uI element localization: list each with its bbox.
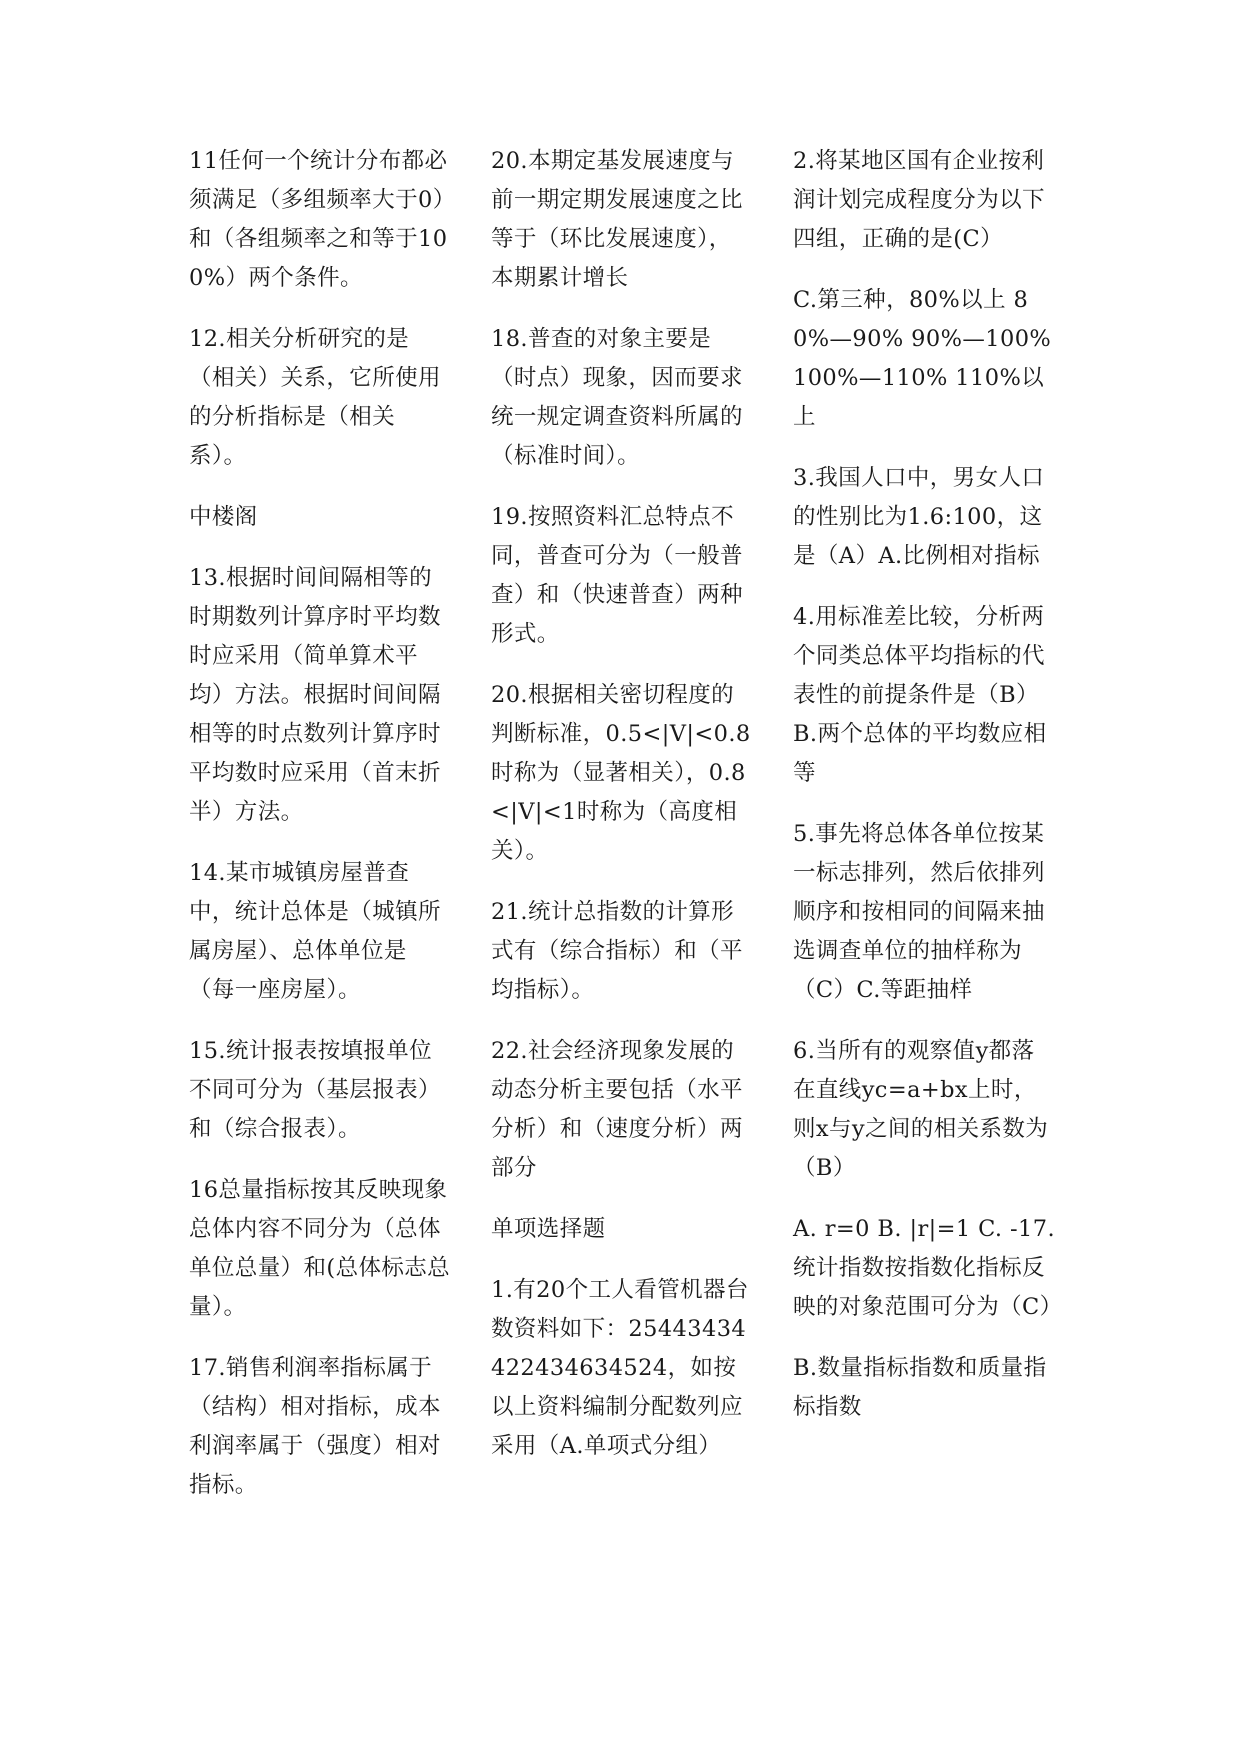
choice-answer-2-paragraph: C.第三种，80%以上 80%—90% 90%—100% 100%—110% 110%以上 xyxy=(793,287,1052,430)
choice-question-4-paragraph: 4.用标准差比较，分析两个同类总体平均指标的代表性的前提条件是（B）B.两个总体的平均数应相等 xyxy=(793,604,1047,786)
text-fragment-paragraph: 中楼阁 xyxy=(189,504,258,530)
question-15-paragraph: 15.统计报表按填报单位不同可分为（基层报表）和（综合报表）。 xyxy=(189,1038,441,1142)
question-14-paragraph: 14.某市城镇房屋普查中，统计总体是（城镇所属房屋）、总体单位是（每一座房屋）。 xyxy=(189,860,441,1003)
question-17-paragraph: 17.销售利润率指标属于（结构）相对指标，成本利润率属于（强度）相对指标。 xyxy=(189,1355,441,1498)
choice-options-paragraph: A. r=0 B. |r|=1 C. -17.统计指数按指数化指标反映的对象范围可分为（C） xyxy=(793,1216,1063,1320)
choice-question-3-paragraph: 3.我国人口中，男女人口的性别比为1.6:100，这是（A）A.比例相对指标 xyxy=(793,465,1045,569)
question-22-paragraph: 22.社会经济现象发展的动态分析主要包括（水平分析）和（速度分析）两部分 xyxy=(491,1038,743,1181)
question-19-paragraph: 19.按照资料汇总特点不同，普查可分为（一般普查）和（快速普查）两种形式。 xyxy=(491,504,743,647)
text-column-3 xyxy=(793,142,1063,1449)
choice-question-1-paragraph: 1.有20个工人看管机器台数资料如下：25443434422434634524，如按以上资料编制分配数列应采用（A.单项式分组） xyxy=(491,1277,749,1459)
text-column-1 xyxy=(189,142,451,1527)
question-21-paragraph: 21.统计总指数的计算形式有（综合指标）和（平均指标）。 xyxy=(491,899,743,1003)
choice-question-5-paragraph: 5.事先将总体各单位按某一标志排列，然后依排列顺序和按相同的间隔来抽选调查单位的抽样称为（C）C.等距抽样 xyxy=(793,821,1045,1003)
section-heading: 单项选择题 xyxy=(491,1216,606,1242)
choice-question-6-paragraph: 6.当所有的观察值y都落在直线yc=a+bx上时，则x与y之间的相关系数为（B） xyxy=(793,1038,1049,1181)
question-11-paragraph: 11任何一个统计分布都必须满足（多组频率大于0）和（各组频率之和等于100%）两个条件。 xyxy=(189,148,448,291)
text-column-2 xyxy=(491,142,753,1488)
question-16-paragraph: 16总量指标按其反映现象总体内容不同分为（总体单位总量）和(总体标志总量）。 xyxy=(189,1177,451,1320)
choice-answer-7-paragraph: B.数量指标指数和质量指标指数 xyxy=(793,1355,1047,1420)
question-20b-paragraph: 20.根据相关密切程度的判断标准，0.5<|V|<0.8时称为（显著相关），0.8<|V|<1时称为（高度相关）。 xyxy=(491,682,751,864)
question-12-paragraph: 12.相关分析研究的是（相关）关系，它所使用的分析指标是（相关系）。 xyxy=(189,326,441,469)
choice-question-2-paragraph: 2.将某地区国有企业按利润计划完成程度分为以下四组，正确的是(C） xyxy=(793,148,1045,252)
question-20a-paragraph: 20.本期定基发展速度与前一期定期发展速度之比等于（环比发展速度），本期累计增长 xyxy=(491,148,743,291)
question-18-paragraph: 18.普查的对象主要是（时点）现象，因而要求统一规定调查资料所属的（标准时间）。 xyxy=(491,326,743,469)
question-13-paragraph: 13.根据时间间隔相等的时期数列计算序时平均数时应采用（简单算术平均）方法。根据时间间隔相等的时点数列计算序时平均数时应采用（首末折半）方法。 xyxy=(189,565,441,825)
